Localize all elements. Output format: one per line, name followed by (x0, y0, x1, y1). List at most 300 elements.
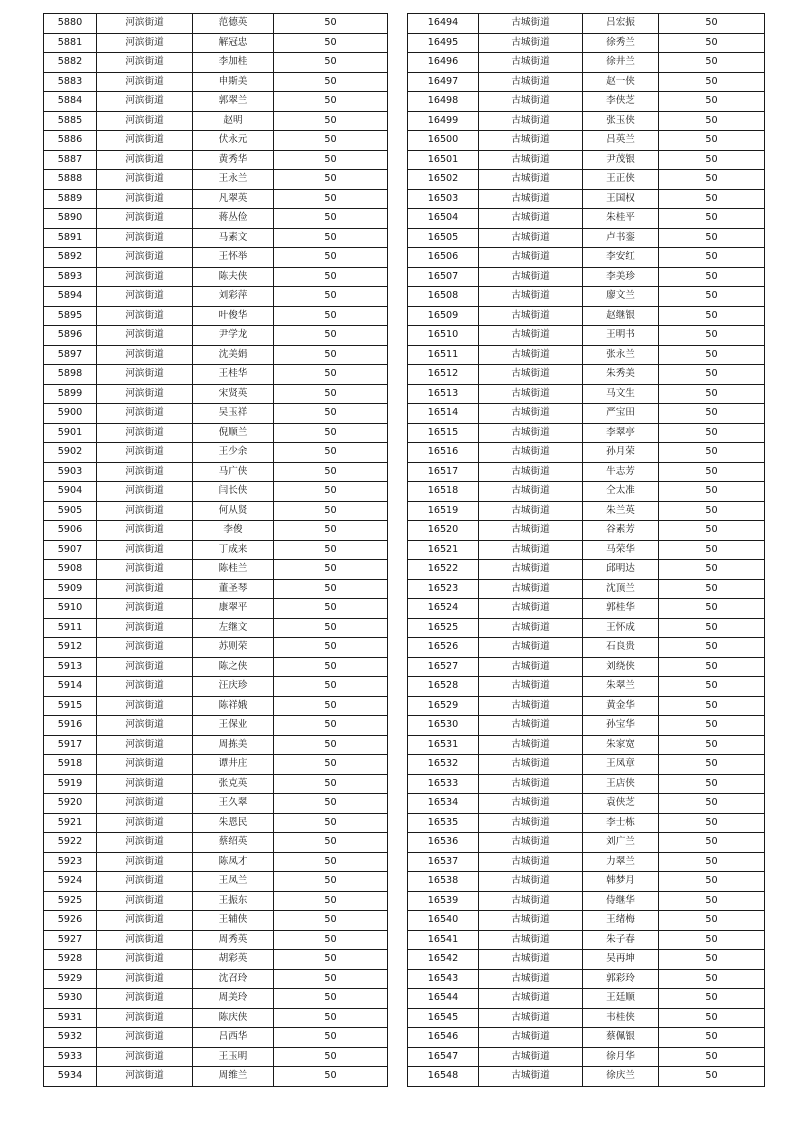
street-cell: 古城街道 (479, 579, 583, 599)
name-cell: 倪顺兰 (193, 423, 274, 443)
serial-number-cell: 16509 (408, 306, 479, 326)
street-cell: 古城街道 (479, 131, 583, 151)
name-cell: 王怀成 (583, 618, 659, 638)
amount-cell: 50 (659, 872, 765, 892)
table-row (44, 618, 388, 638)
serial-number-cell: 5921 (44, 813, 97, 833)
amount-cell: 50 (659, 462, 765, 482)
street-cell: 河滨街道 (97, 482, 193, 502)
serial-number-cell: 5915 (44, 696, 97, 716)
street-cell: 河滨街道 (97, 462, 193, 482)
name-cell: 刘广兰 (583, 833, 659, 853)
serial-number-cell: 5891 (44, 228, 97, 248)
street-cell: 河滨街道 (97, 969, 193, 989)
table-row (44, 462, 388, 482)
serial-number-cell: 5896 (44, 326, 97, 346)
table-row (44, 599, 388, 619)
amount-cell: 50 (659, 950, 765, 970)
name-cell: 黄金华 (583, 696, 659, 716)
name-cell: 张永兰 (583, 345, 659, 365)
table-row (44, 1047, 388, 1067)
amount-cell: 50 (659, 423, 765, 443)
serial-number-cell: 5894 (44, 287, 97, 307)
serial-number-cell: 16538 (408, 872, 479, 892)
serial-number-cell: 5910 (44, 599, 97, 619)
table-row (44, 560, 388, 580)
table-row (44, 306, 388, 326)
right-roster-table (407, 13, 765, 1087)
serial-number-cell: 5889 (44, 189, 97, 209)
amount-cell: 50 (659, 384, 765, 404)
street-cell: 古城街道 (479, 189, 583, 209)
table-row (408, 72, 765, 92)
amount-cell: 50 (659, 189, 765, 209)
street-cell: 河滨街道 (97, 228, 193, 248)
amount-cell: 50 (659, 560, 765, 580)
serial-number-cell: 16544 (408, 989, 479, 1009)
serial-number-cell: 5934 (44, 1067, 97, 1087)
name-cell: 张玉侠 (583, 111, 659, 131)
street-cell: 古城街道 (479, 345, 583, 365)
table-row (44, 794, 388, 814)
amount-cell: 50 (659, 735, 765, 755)
serial-number-cell: 16513 (408, 384, 479, 404)
name-cell: 朱子春 (583, 930, 659, 950)
table-row (408, 1047, 765, 1067)
name-cell: 胡彩英 (193, 950, 274, 970)
name-cell: 徐庆兰 (583, 1067, 659, 1087)
name-cell: 卢书銮 (583, 228, 659, 248)
serial-number-cell: 16531 (408, 735, 479, 755)
amount-cell: 50 (659, 618, 765, 638)
serial-number-cell: 5917 (44, 735, 97, 755)
name-cell: 王凤章 (583, 755, 659, 775)
serial-number-cell: 16514 (408, 404, 479, 424)
serial-number-cell: 5880 (44, 14, 97, 34)
street-cell: 河滨街道 (97, 1047, 193, 1067)
serial-number-cell: 5901 (44, 423, 97, 443)
table-row (44, 911, 388, 931)
serial-number-cell: 5906 (44, 521, 97, 541)
street-cell: 古城街道 (479, 287, 583, 307)
name-cell: 朱家宽 (583, 735, 659, 755)
serial-number-cell: 5899 (44, 384, 97, 404)
serial-number-cell: 5920 (44, 794, 97, 814)
street-cell: 古城街道 (479, 599, 583, 619)
serial-number-cell: 5928 (44, 950, 97, 970)
amount-cell: 50 (659, 501, 765, 521)
name-cell: 吴再坤 (583, 950, 659, 970)
street-cell: 古城街道 (479, 170, 583, 190)
street-cell: 古城街道 (479, 1067, 583, 1087)
name-cell: 侍继华 (583, 891, 659, 911)
serial-number-cell: 16547 (408, 1047, 479, 1067)
amount-cell: 50 (274, 306, 388, 326)
table-row (44, 989, 388, 1009)
name-cell: 范德英 (193, 14, 274, 34)
serial-number-cell: 5918 (44, 755, 97, 775)
street-cell: 古城街道 (479, 735, 583, 755)
name-cell: 闫长侠 (193, 482, 274, 502)
street-cell: 河滨街道 (97, 287, 193, 307)
street-cell: 古城街道 (479, 384, 583, 404)
street-cell: 古城街道 (479, 53, 583, 73)
street-cell: 古城街道 (479, 248, 583, 268)
amount-cell: 50 (659, 306, 765, 326)
serial-number-cell: 16543 (408, 969, 479, 989)
street-cell: 古城街道 (479, 794, 583, 814)
serial-number-cell: 5892 (44, 248, 97, 268)
amount-cell: 50 (274, 423, 388, 443)
amount-cell: 50 (659, 1008, 765, 1028)
serial-number-cell: 5925 (44, 891, 97, 911)
table-row (44, 501, 388, 521)
name-cell: 吕英兰 (583, 131, 659, 151)
table-row (44, 228, 388, 248)
table-row (44, 150, 388, 170)
amount-cell: 50 (274, 579, 388, 599)
serial-number-cell: 5903 (44, 462, 97, 482)
street-cell: 河滨街道 (97, 384, 193, 404)
street-cell: 古城街道 (479, 872, 583, 892)
table-row (408, 930, 765, 950)
table-row (408, 833, 765, 853)
amount-cell: 50 (659, 599, 765, 619)
serial-number-cell: 16533 (408, 774, 479, 794)
street-cell: 河滨街道 (97, 501, 193, 521)
amount-cell: 50 (659, 540, 765, 560)
serial-number-cell: 16535 (408, 813, 479, 833)
name-cell: 仝太准 (583, 482, 659, 502)
table-row (408, 599, 765, 619)
amount-cell: 50 (659, 248, 765, 268)
amount-cell: 50 (274, 618, 388, 638)
street-cell: 古城街道 (479, 228, 583, 248)
serial-number-cell: 16502 (408, 170, 479, 190)
amount-cell: 50 (659, 72, 765, 92)
amount-cell: 50 (274, 267, 388, 287)
name-cell: 廖文兰 (583, 287, 659, 307)
street-cell: 古城街道 (479, 696, 583, 716)
table-row (408, 287, 765, 307)
name-cell: 朱恩民 (193, 813, 274, 833)
amount-cell: 50 (659, 521, 765, 541)
amount-cell: 50 (274, 969, 388, 989)
name-cell: 王怀举 (193, 248, 274, 268)
street-cell: 河滨街道 (97, 345, 193, 365)
serial-number-cell: 16495 (408, 33, 479, 53)
table-row (408, 657, 765, 677)
amount-cell: 50 (659, 638, 765, 658)
amount-cell: 50 (659, 267, 765, 287)
street-cell: 古城街道 (479, 521, 583, 541)
serial-number-cell: 16499 (408, 111, 479, 131)
table-row (44, 33, 388, 53)
amount-cell: 50 (274, 287, 388, 307)
table-row (408, 384, 765, 404)
name-cell: 徐月华 (583, 1047, 659, 1067)
name-cell: 解冠忠 (193, 33, 274, 53)
amount-cell: 50 (274, 677, 388, 697)
table-row (44, 384, 388, 404)
table-row (408, 1028, 765, 1048)
table-row (44, 657, 388, 677)
amount-cell: 50 (659, 404, 765, 424)
table-row (44, 852, 388, 872)
amount-cell: 50 (274, 33, 388, 53)
serial-number-cell: 5911 (44, 618, 97, 638)
amount-cell: 50 (274, 384, 388, 404)
street-cell: 河滨街道 (97, 989, 193, 1009)
street-cell: 河滨街道 (97, 696, 193, 716)
amount-cell: 50 (659, 774, 765, 794)
table-row (408, 306, 765, 326)
street-cell: 河滨街道 (97, 930, 193, 950)
amount-cell: 50 (274, 540, 388, 560)
amount-cell: 50 (659, 287, 765, 307)
table-row (44, 326, 388, 346)
amount-cell: 50 (659, 1047, 765, 1067)
serial-number-cell: 5905 (44, 501, 97, 521)
name-cell: 王振东 (193, 891, 274, 911)
name-cell: 黄秀华 (193, 150, 274, 170)
table-row (44, 872, 388, 892)
street-cell: 河滨街道 (97, 14, 193, 34)
name-cell: 沈美娟 (193, 345, 274, 365)
street-cell: 河滨街道 (97, 326, 193, 346)
serial-number-cell: 5898 (44, 365, 97, 385)
amount-cell: 50 (659, 345, 765, 365)
amount-cell: 50 (659, 755, 765, 775)
street-cell: 河滨街道 (97, 404, 193, 424)
street-cell: 河滨街道 (97, 599, 193, 619)
name-cell: 李加桂 (193, 53, 274, 73)
street-cell: 河滨街道 (97, 638, 193, 658)
street-cell: 河滨街道 (97, 443, 193, 463)
street-cell: 古城街道 (479, 852, 583, 872)
street-cell: 古城街道 (479, 443, 583, 463)
serial-number-cell: 16542 (408, 950, 479, 970)
name-cell: 陈祥娥 (193, 696, 274, 716)
table-row (408, 579, 765, 599)
name-cell: 陈桂兰 (193, 560, 274, 580)
amount-cell: 50 (274, 833, 388, 853)
amount-cell: 50 (274, 92, 388, 112)
name-cell: 朱桂平 (583, 209, 659, 229)
name-cell: 申斯美 (193, 72, 274, 92)
table-row (408, 423, 765, 443)
name-cell: 沈召玲 (193, 969, 274, 989)
table-row (408, 950, 765, 970)
table-row (408, 560, 765, 580)
amount-cell: 50 (659, 228, 765, 248)
serial-number-cell: 16503 (408, 189, 479, 209)
table-row (408, 1008, 765, 1028)
serial-number-cell: 16507 (408, 267, 479, 287)
table-row (408, 774, 765, 794)
name-cell: 郭桂华 (583, 599, 659, 619)
street-cell: 河滨街道 (97, 677, 193, 697)
name-cell: 吕宏振 (583, 14, 659, 34)
serial-number-cell: 16505 (408, 228, 479, 248)
amount-cell: 50 (659, 150, 765, 170)
serial-number-cell: 16525 (408, 618, 479, 638)
street-cell: 古城街道 (479, 891, 583, 911)
name-cell: 尹学龙 (193, 326, 274, 346)
street-cell: 河滨街道 (97, 189, 193, 209)
serial-number-cell: 5916 (44, 716, 97, 736)
serial-number-cell: 16516 (408, 443, 479, 463)
street-cell: 河滨街道 (97, 521, 193, 541)
amount-cell: 50 (274, 1008, 388, 1028)
street-cell: 古城街道 (479, 969, 583, 989)
table-row (408, 794, 765, 814)
serial-number-cell: 5884 (44, 92, 97, 112)
amount-cell: 50 (274, 950, 388, 970)
name-cell: 丁成来 (193, 540, 274, 560)
table-row (408, 326, 765, 346)
name-cell: 吕西华 (193, 1028, 274, 1048)
serial-number-cell: 16508 (408, 287, 479, 307)
table-row (408, 53, 765, 73)
table-row (44, 189, 388, 209)
name-cell: 王绪梅 (583, 911, 659, 931)
serial-number-cell: 5883 (44, 72, 97, 92)
amount-cell: 50 (659, 1067, 765, 1087)
street-cell: 古城街道 (479, 267, 583, 287)
name-cell: 刘彩萍 (193, 287, 274, 307)
table-row (408, 716, 765, 736)
street-cell: 古城街道 (479, 72, 583, 92)
serial-number-cell: 16529 (408, 696, 479, 716)
name-cell: 王凤兰 (193, 872, 274, 892)
amount-cell: 50 (659, 716, 765, 736)
street-cell: 古城街道 (479, 618, 583, 638)
amount-cell: 50 (659, 579, 765, 599)
amount-cell: 50 (659, 833, 765, 853)
table-row (408, 735, 765, 755)
table-row (44, 345, 388, 365)
serial-number-cell: 5932 (44, 1028, 97, 1048)
serial-number-cell: 16518 (408, 482, 479, 502)
street-cell: 古城街道 (479, 677, 583, 697)
street-cell: 古城街道 (479, 638, 583, 658)
name-cell: 李安红 (583, 248, 659, 268)
street-cell: 古城街道 (479, 150, 583, 170)
name-cell: 陈庆侠 (193, 1008, 274, 1028)
left-roster-table (43, 13, 388, 1087)
amount-cell: 50 (659, 696, 765, 716)
name-cell: 王桂华 (193, 365, 274, 385)
table-row (408, 33, 765, 53)
name-cell: 李士栋 (583, 813, 659, 833)
left-table-body (44, 14, 388, 1087)
amount-cell: 50 (274, 111, 388, 131)
street-cell: 古城街道 (479, 657, 583, 677)
name-cell: 王正侠 (583, 170, 659, 190)
amount-cell: 50 (659, 326, 765, 346)
name-cell: 赵继银 (583, 306, 659, 326)
serial-number-cell: 5926 (44, 911, 97, 931)
street-cell: 古城街道 (479, 560, 583, 580)
serial-number-cell: 5933 (44, 1047, 97, 1067)
amount-cell: 50 (274, 345, 388, 365)
name-cell: 赵明 (193, 111, 274, 131)
street-cell: 河滨街道 (97, 423, 193, 443)
amount-cell: 50 (659, 852, 765, 872)
serial-number-cell: 16528 (408, 677, 479, 697)
amount-cell: 50 (274, 755, 388, 775)
serial-number-cell: 16511 (408, 345, 479, 365)
serial-number-cell: 5909 (44, 579, 97, 599)
amount-cell: 50 (659, 677, 765, 697)
name-cell: 赵一侠 (583, 72, 659, 92)
table-row (44, 1008, 388, 1028)
street-cell: 古城街道 (479, 833, 583, 853)
name-cell: 朱兰英 (583, 501, 659, 521)
name-cell: 朱秀美 (583, 365, 659, 385)
street-cell: 古城街道 (479, 209, 583, 229)
serial-number-cell: 16540 (408, 911, 479, 931)
name-cell: 王辅侠 (193, 911, 274, 931)
table-row (44, 365, 388, 385)
serial-number-cell: 16523 (408, 579, 479, 599)
amount-cell: 50 (659, 1028, 765, 1048)
street-cell: 古城街道 (479, 404, 583, 424)
street-cell: 河滨街道 (97, 735, 193, 755)
table-row (44, 267, 388, 287)
name-cell: 马荣华 (583, 540, 659, 560)
street-cell: 河滨街道 (97, 813, 193, 833)
amount-cell: 50 (274, 482, 388, 502)
table-row (44, 930, 388, 950)
serial-number-cell: 5895 (44, 306, 97, 326)
serial-number-cell: 5904 (44, 482, 97, 502)
amount-cell: 50 (659, 111, 765, 131)
serial-number-cell: 16497 (408, 72, 479, 92)
serial-number-cell: 5885 (44, 111, 97, 131)
amount-cell: 50 (274, 150, 388, 170)
street-cell: 古城街道 (479, 989, 583, 1009)
street-cell: 河滨街道 (97, 267, 193, 287)
amount-cell: 50 (274, 365, 388, 385)
street-cell: 河滨街道 (97, 579, 193, 599)
amount-cell: 50 (659, 989, 765, 1009)
table-row (408, 345, 765, 365)
name-cell: 李俊 (193, 521, 274, 541)
table-row (44, 638, 388, 658)
serial-number-cell: 16510 (408, 326, 479, 346)
table-row (408, 540, 765, 560)
name-cell: 邱明达 (583, 560, 659, 580)
amount-cell: 50 (274, 638, 388, 658)
name-cell: 石良贵 (583, 638, 659, 658)
amount-cell: 50 (274, 170, 388, 190)
serial-number-cell: 16541 (408, 930, 479, 950)
serial-number-cell: 5929 (44, 969, 97, 989)
amount-cell: 50 (274, 501, 388, 521)
amount-cell: 50 (274, 189, 388, 209)
name-cell: 王廷顺 (583, 989, 659, 1009)
name-cell: 孙宝华 (583, 716, 659, 736)
table-row (44, 209, 388, 229)
street-cell: 河滨街道 (97, 131, 193, 151)
table-row (44, 677, 388, 697)
amount-cell: 50 (274, 521, 388, 541)
name-cell: 何从贤 (193, 501, 274, 521)
serial-number-cell: 5907 (44, 540, 97, 560)
serial-number-cell: 16530 (408, 716, 479, 736)
